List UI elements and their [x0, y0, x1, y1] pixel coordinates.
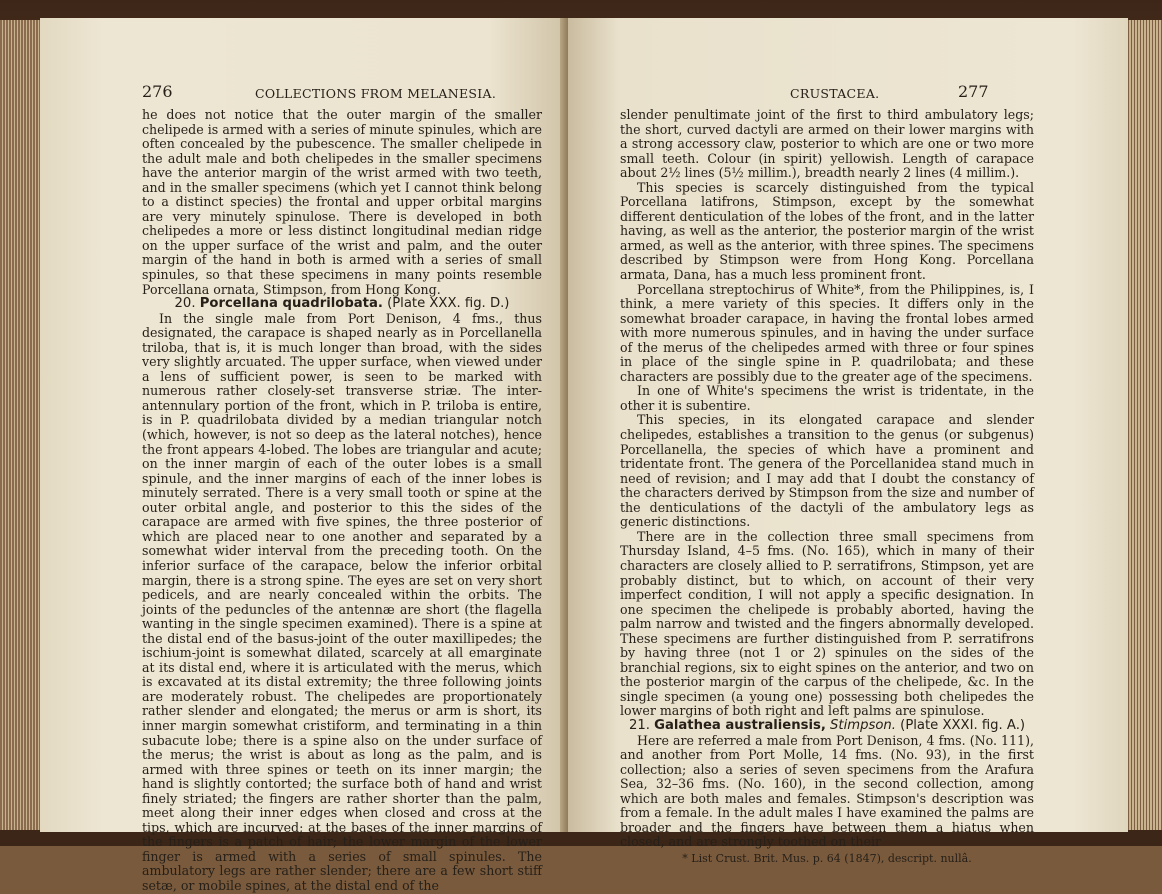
paragraph-4: In one of White's specimens the wrist is tridentate, in the other it is subentire. [620, 383, 1034, 413]
paragraph-3: Porcellana streptochirus of White*, from the Philippines, is, I think, a mere variety of this species. It differs only in the somewhat broader carapace, in having the frontal lobes armed with more numerous spinules, and in having the under surface of the merus of the chelipedes armed with three or four spines in place of the single spine in P. quadrilobata; and these characters are possibly due to the greater age of the specimens. [620, 281, 1034, 384]
page-number-right: 277 [958, 82, 989, 101]
paragraph-continuation: slender penultimate joint of the first to third ambulatory legs; the short, curved dactyli are armed on their lower margins with a strong accessory claw, posterior to which are one or two more small teeth. Colour (in spirit) yellowish. Length of carapace about 2½ lines (5½ millim.), breadth nearly 2 lines (4 millim.). [620, 107, 1034, 181]
page-edges-left [0, 20, 42, 830]
left-text-column [142, 108, 542, 894]
heading-number: 20. [174, 296, 196, 312]
right-text-column [620, 108, 1034, 866]
heading-number: 21. [628, 717, 650, 733]
species-heading-21 [620, 719, 1034, 734]
left-page [40, 18, 568, 893]
page-edges-right [1126, 20, 1162, 830]
heading-author: Stimpson. [830, 717, 896, 733]
heading-species-name: Galathea australiensis, [654, 717, 826, 733]
paragraph-description: In the single male from Port Denison, 4 fms., thus designated, the carapace is shaped nearly as in Porcellanella triloba, that is, it is much longer than broad, with the sides very slightly arcuated. The upper surface, when viewed under a lens of sufficient power, is seen to be marked with numerous rather closely-set transverse striæ. The inter-antennulary portion of the front, which in P. triloba is entire, is in P. quadrilobata divided by a median triangular notch (which, however, is not so deep as the lateral notches), hence the front appears 4-lobed. The lobes are triangular and acute; on the inner margin of each of the outer lobes is a small spinule, and the inner margins of each of the inner lobes is minutely serrated. There is a very small tooth or spine at the outer orbital angle, and posterior to this the sides of the carapace are armed with five spines, the three posterior of which are placed near to one another and separated by a somewhat wider interval from the preceding tooth. On the inferior surface of the carapace, below the inferior orbital margin, there is a strong spine. The eyes are set on very short pedicels, and are nearly concealed within the orbits. The joints of the peduncles of the antennæ are short (the flagella wanting in the single specimen examined). There is a spine at the distal end of the basus-joint of the outer maxillipedes; the ischium-joint is somewhat dilated, scarcely at all emarginate at its distal end, where it is articulated with the merus, which is excavated at its distal extremity; the three following joints are moderately robust. The chelipedes are proportionately rather slender and elongated; the merus or arm is short, its inner margin somewhat cristiform, and terminating in a thin subacute lobe; there is a spine also on the under surface of the merus; the wrist is about as long as the palm, and is armed with three spines or teeth on its inner margin; the hand is slightly contorted; the surface both of hand and wrist finely striated; the fingers are rather shorter than the palm, meet along their inner edges when closed and cross at the tips, which are incurved; at the bases of the inner margins of the fingers is a patch of hair; the lower margin of the lower finger is armed with a series of small spinules. The ambulatory legs are rather slender; there are a few short stiff setæ, or mobile spines, at the distal end of the [142, 310, 542, 893]
footnote: * List Crust. Brit. Mus. p. 64 (1847), descript. nullâ. [682, 851, 972, 865]
paragraph-2: This species is scarcely distinguished from the typical Porcellana latifrons, Stimpson, except by the somewhat different denticulation of the lobes of the front, and in the latter having, as well as the anterior, the posterior margin of the wrist armed, as well as the anterior, with three spines. The specimens described by Stimpson were from Hong Kong. Porcellana armata, Dana, has a much less prominent front. [620, 179, 1034, 283]
running-head-left: COLLECTIONS FROM MELANESIA. [255, 86, 497, 101]
paragraph-continuation: he does not notice that the outer margin of the smaller chelipede is armed with a series of minute spinules, which are often concealed by the pubescence. The smaller chelipede in the adult male and both chelipedes in the smaller specimens have the anterior margin of the wrist armed with two teeth, and in the smaller specimens (which yet I cannot think belong to a distinct species) the frontal and upper orbital margins are very minutely spinulose. There is developed in both chelipedes a more or less distinct longitudinal median ridge on the upper surface of the wrist and palm, and the outer margin of the hand in both is armed with a series of small spinules, so that these specimens in many points resemble Porcellana ornata, Stimpson, from Hong Kong. [142, 107, 542, 297]
paragraph-5: This species, in its elongated carapace and slender chelipedes, establishes a transition to the genus (or subgenus) Porcellanella, the species of which have a prominent and tridentate front. The genera of the Porcellanidea stand much in need of revision; and I may add that I doubt the constancy of the characters derived by Stimpson from the size and number of the denticulations of the dactyli of the ambulatory legs as generic distinctions. [620, 412, 1034, 530]
right-page [568, 18, 1128, 865]
species-heading-20 [142, 297, 542, 312]
page-number-left: 276 [142, 82, 173, 101]
heading-plate: (Plate XXXI. fig. A.) [900, 717, 1026, 733]
paragraph-7: Here are referred a male from Port Denison, 4 fms. (No. 111), and another from Port Molle, 14 fms. (No. 93), in the first collection; also a series of seven specimens from the Arafura Sea, 32–36 fms. (No. 160), in the second collection, among which are both males and females. Stimpson's description was from a female. In the adult males I have examined the palms are broader and the fingers have between them a hiatus when closed, and are strongly toothed on their [620, 732, 1034, 850]
heading-species-name: Porcellana quadrilobata. [199, 296, 383, 312]
heading-plate: (Plate XXX. fig. D.) [387, 296, 510, 312]
paragraph-6: There are in the collection three small specimens from Thursday Island, 4–5 fms. (No. 165), which in many of their characters are closely allied to P. serratifrons, Stimpson, yet are probably distinct, but to which, on account of their very imperfect condition, I will not apply a specific designation. In one specimen the chelipede is probably aborted, having the palm narrow and twisted and the fingers abnormally developed. These specimens are further distinguished from P. serratifrons by having three (not 1 or 2) spinules on the sides of the branchial regions, six to eight spines on the anterior, and two on the posterior margin of the carpus of the chelipede, &c. In the single specimen (a young one) possessing both chelipedes the lower margins of both right and left palms are spinulose. [620, 528, 1034, 719]
running-head-right: CRUSTACEA. [790, 86, 880, 101]
